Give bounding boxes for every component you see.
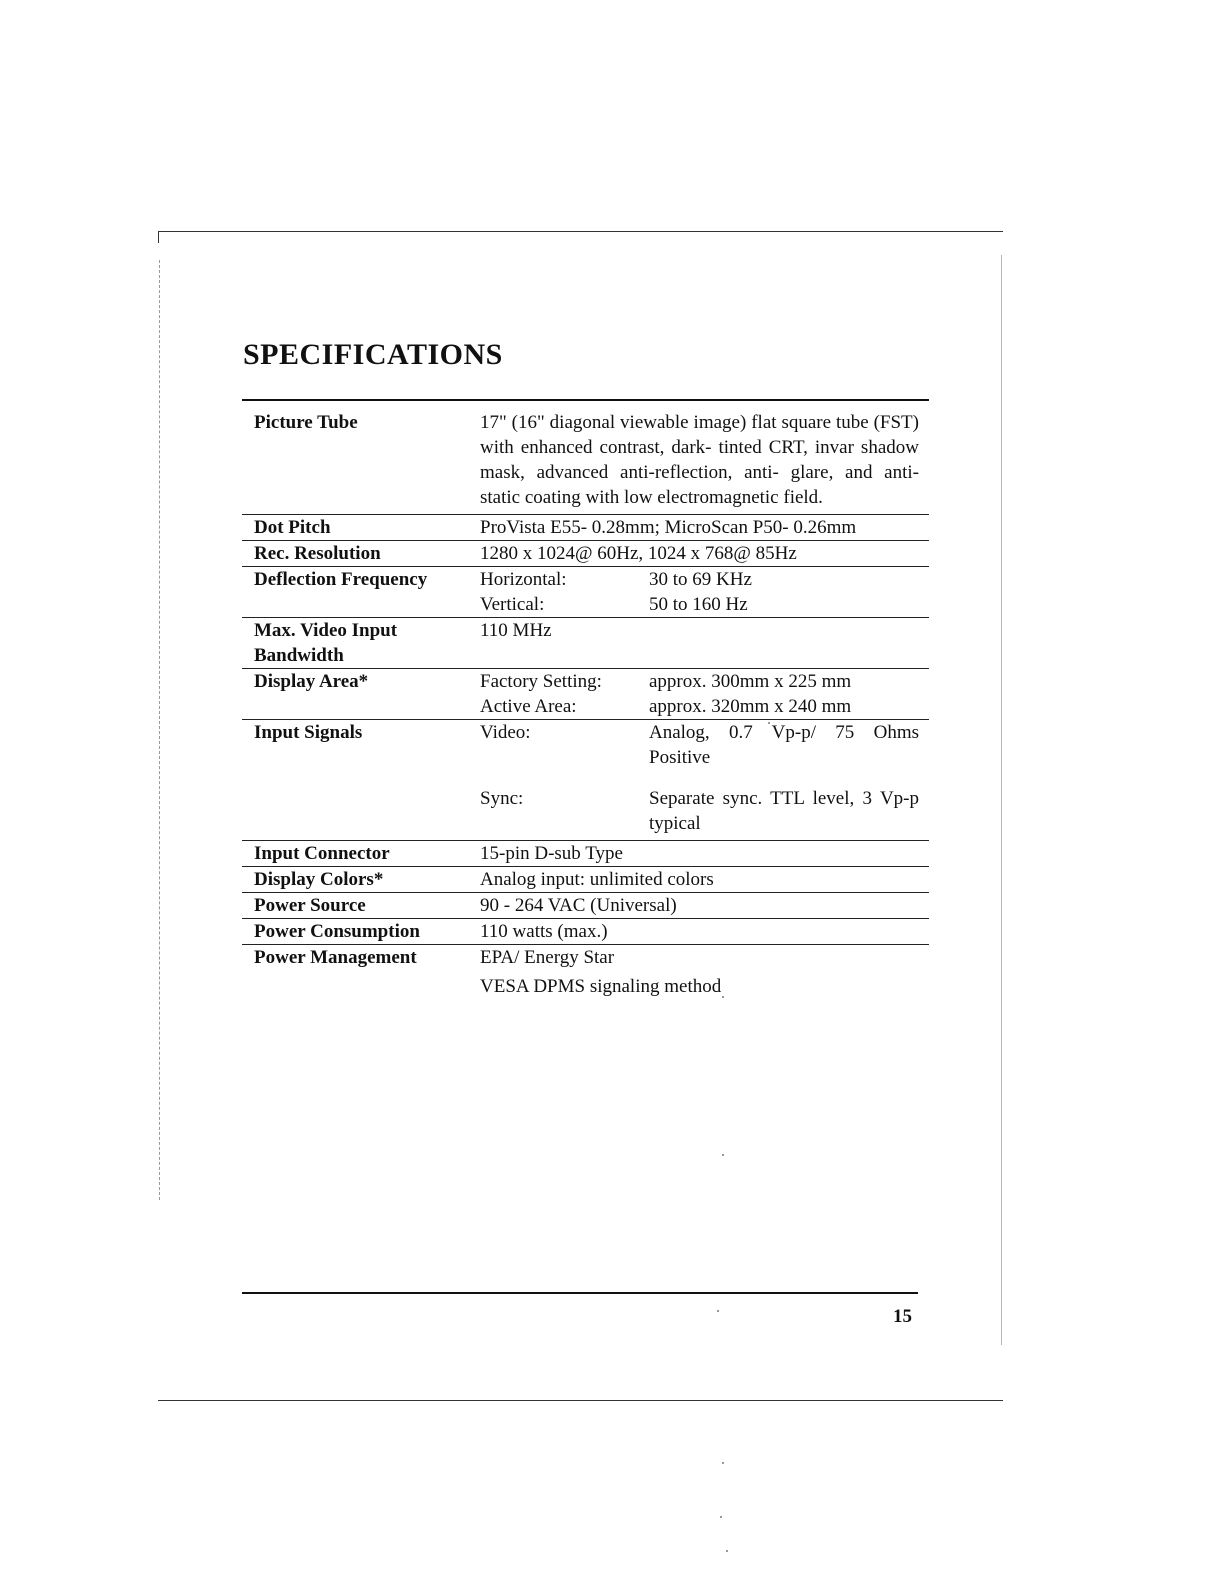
spec-row-dot-pitch	[242, 515, 929, 541]
frame-left-line	[159, 260, 160, 1200]
spec-value: Separate sync. TTL level, 3 Vp-p typical	[649, 788, 919, 834]
spec-label: Display Colors*	[242, 867, 480, 893]
title-rule	[242, 399, 929, 401]
spec-label: Display Area*	[242, 669, 480, 720]
footer-rule	[242, 1292, 918, 1294]
spec-value: VESA DPMS signaling method	[480, 976, 722, 997]
spec-row-power-management	[242, 945, 929, 971]
spec-sublabel: Factory Setting:	[480, 669, 649, 695]
spec-sublabel: Video:	[480, 720, 649, 775]
frame-top-line	[158, 231, 1003, 232]
spec-label: Power Source	[242, 893, 480, 919]
scan-speck	[726, 1550, 728, 1552]
scan-speck	[722, 1462, 724, 1464]
spec-row-power-source	[242, 893, 929, 919]
spec-value: approx. 300mm x 225 mm	[649, 669, 929, 695]
spec-row-display-area	[242, 669, 929, 695]
spec-sublabel: Horizontal:	[480, 567, 649, 593]
spec-value: 110 watts (max.)	[480, 919, 929, 945]
spec-row-rec-resolution	[242, 541, 929, 567]
scan-speck	[720, 1516, 722, 1518]
spec-value: ProVista E55- 0.28mm; MicroScan P50- 0.26mm	[480, 515, 929, 541]
spec-row-deflection-frequency	[242, 567, 929, 593]
spec-sublabel: Active Area:	[480, 696, 577, 717]
spec-label: Power Management	[242, 945, 480, 1006]
spec-value: 1280 x 1024@ 60Hz, 1024 x 768@ 85Hz	[480, 541, 929, 567]
spec-label: Input Connector	[242, 841, 480, 867]
spec-row-input-connector	[242, 841, 929, 867]
spec-row-input-signals	[242, 720, 929, 775]
spec-label: Picture Tube	[254, 412, 358, 433]
spec-value: 30 to 69 KHz	[649, 567, 929, 593]
page-title: SPECIFICATIONS	[243, 338, 503, 371]
spec-sublabel: Sync:	[480, 788, 524, 809]
frame-corner-tick	[158, 231, 159, 243]
spec-value: 50 to 160 Hz	[649, 594, 748, 615]
scan-speck	[717, 1310, 719, 1312]
frame-bottom-line	[158, 1400, 1003, 1401]
spec-label: Dot Pitch	[242, 515, 480, 541]
spec-value: 17" (16" diagonal viewable image) flat square tube (FST) with enhanced contrast, dark- tinted CRT, invar shadow mask, advanced anti-reflection, anti- glare, and anti- static coating with low electromagnetic field.	[480, 412, 919, 508]
spec-label-line: Max. Video Input	[254, 620, 398, 641]
spec-label	[242, 618, 480, 669]
scan-speck	[722, 1154, 724, 1156]
spec-value: 15-pin D-sub Type	[480, 841, 929, 867]
spec-label: Input Signals	[242, 720, 480, 841]
spec-label-line: Bandwidth	[254, 645, 344, 666]
spec-label: Deflection Frequency	[242, 567, 480, 618]
spec-value: 90 - 264 VAC (Universal)	[480, 893, 929, 919]
spec-row-power-consumption	[242, 919, 929, 945]
spec-row-picture-tube	[242, 404, 929, 515]
spec-label: Power Consumption	[242, 919, 480, 945]
spec-row-max-video-input-bandwidth	[242, 618, 929, 669]
spec-value: 110 MHz	[480, 618, 929, 669]
spec-row-display-colors	[242, 867, 929, 893]
specifications-table	[242, 404, 929, 1005]
spec-value: EPA/ Energy Star	[480, 945, 929, 971]
spec-value: Analog, 0.7 Vp-p/ 75 Ohms Positive	[649, 720, 929, 775]
spec-label: Rec. Resolution	[242, 541, 480, 567]
spec-sublabel: Vertical:	[480, 594, 545, 615]
spec-value: Analog input: unlimited colors	[480, 867, 929, 893]
page-number: 15	[893, 1306, 912, 1327]
spec-value: approx. 320mm x 240 mm	[649, 696, 852, 717]
frame-right-line	[1001, 255, 1002, 1345]
